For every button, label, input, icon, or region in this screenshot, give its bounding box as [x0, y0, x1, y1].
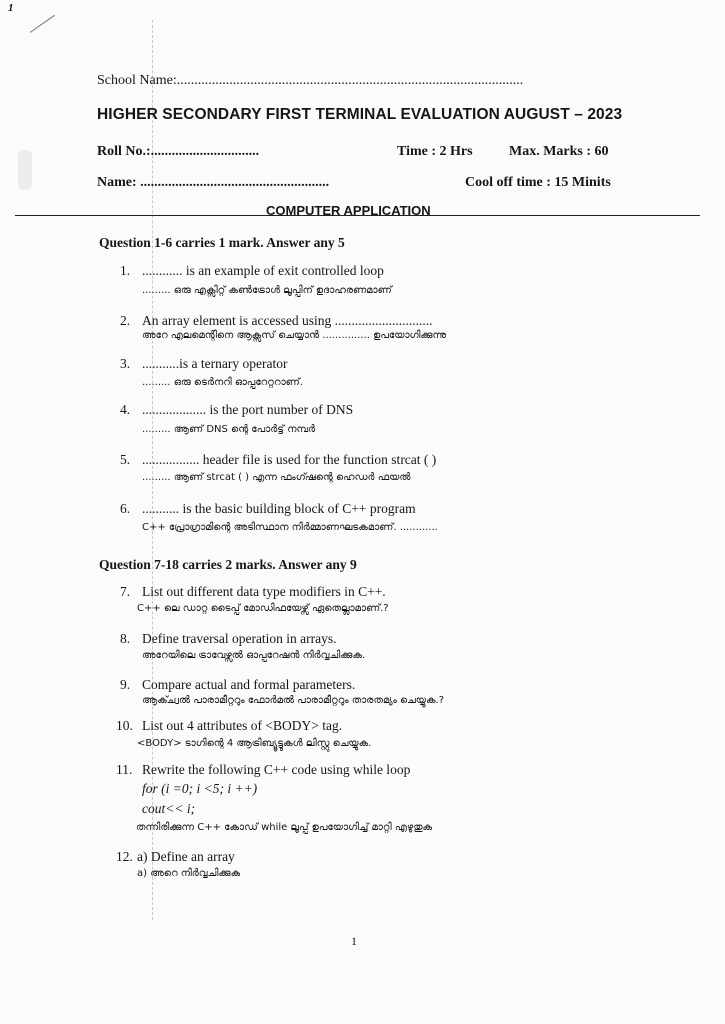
question-12-text: a) Define an array [137, 849, 235, 864]
roll-number-line: Roll No.:............................... [97, 144, 260, 159]
code-line-1: for (i =0; i <5; i ++) [142, 781, 258, 796]
question-6-text: ........... is the basic building block of C++ program [142, 501, 416, 516]
question-number: 9. [120, 677, 131, 692]
section2-heading: Question 7-18 carries 2 marks. Answer any 9 [99, 557, 357, 572]
question-11-malayalam: തന്നിരിക്കുന്ന C++ കോഡ് while ലൂപ്പ് ഉപയോഗിച്ച് മാറ്റി എഴുതുക [136, 822, 433, 833]
section1-heading: Question 1-6 carries 1 mark. Answer any 5 [99, 235, 345, 250]
question-10-text: List out 4 attributes of <BODY> tag. [142, 718, 343, 733]
question-12-malayalam: a) അറെ നിർവ്വചിക്കുക [137, 868, 241, 879]
subject-title: COMPUTER APPLICATION [266, 203, 431, 218]
question-7-malayalam: C++ ലെ ഡാറ്റ ടൈപ്പ് മോഡിഫയേഴ്സ് ഏതെല്ലാമാണ്.? [137, 603, 389, 614]
question-number: 3. [120, 356, 131, 371]
page-number: 1 [351, 934, 357, 948]
question-number: 8. [120, 631, 131, 646]
question-1-malayalam: ......... ഒരു എക്സിറ്റ് കൺട്രോൾ ലൂപ്പിന് ഉദാഹരണമാണ് [142, 285, 392, 296]
question-number: 11. [116, 762, 133, 777]
question-1-text: ............ is an example of exit controlled loop [142, 263, 384, 278]
question-5-text: ................. header file is used for the function strcat ( ) [142, 452, 437, 467]
question-3-malayalam: ......... ഒരു ടെർനറി ഓപ്പറേറ്ററാണ്. [142, 377, 303, 388]
question-number: 4. [120, 402, 131, 417]
name-line: Name: ...................................................... [97, 175, 330, 190]
question-7-text: List out different data type modifiers in C++. [142, 584, 386, 599]
time-label: Time : 2 Hrs [397, 144, 473, 159]
pen-mark [30, 15, 55, 33]
school-name-line: School Name:................................................................................................... [97, 73, 524, 88]
question-4-malayalam: ......... ആണ് DNS ന്റെ പോർട്ട് നമ്പർ [142, 424, 316, 435]
question-9-malayalam: ആക്ച്വൽ പാരാമീറ്ററും ഫോർമൽ പാരാമീറ്ററും താരതമ്യം ചെയ്യുക.? [142, 695, 444, 706]
question-number: 1. [120, 263, 131, 278]
question-10-malayalam: <BODY> ടാഗിന്റെ 4 ആട്രിബ്യൂട്ടുകൾ ലിസ്റ്റു ചെയ്യുക. [137, 738, 372, 749]
question-3-text: ...........is a ternary operator [142, 356, 288, 371]
question-5-malayalam: ......... ആണ് strcat ( ) എന്ന ഫംഗ്ഷന്റെ ഹെഡർ ഫയൽ [142, 472, 411, 483]
question-2-text: An array element is accessed using ............................. [142, 313, 433, 328]
question-9-text: Compare actual and formal parameters. [142, 677, 356, 692]
question-number: 7. [120, 584, 131, 599]
question-11-text: Rewrite the following C++ code using while loop [142, 762, 411, 777]
margin-mark: 1 [8, 2, 14, 14]
question-number: 2. [120, 313, 131, 328]
question-4-text: ................... is the port number of DNS [142, 402, 354, 417]
question-2-malayalam: അറേ എലമെന്റിനെ ആക്സസ് ചെയ്യാൻ ............... ഉപയോഗിക്കുന്നു [142, 330, 447, 341]
question-8-malayalam: അറേയിലെ ട്രാവേഴ്സൽ ഓപ്പറേഷൻ നിർവ്വചിക്കുക. [142, 650, 366, 661]
max-marks-label: Max. Marks : 60 [509, 144, 609, 159]
scan-smudge [18, 150, 32, 190]
question-number: 6. [120, 501, 131, 516]
cool-off-label: Cool off time : 15 Minits [465, 175, 611, 190]
question-number: 10. [116, 718, 133, 733]
question-6-malayalam: C++ പ്രോഗ്രാമിന്റെ അടിസ്ഥാന നിർമ്മാണഘടകമാണ്. ............ [142, 522, 438, 533]
question-number: 12. [116, 849, 133, 864]
exam-title: HIGHER SECONDARY FIRST TERMINAL EVALUATION AUGUST – 2023 [97, 106, 623, 123]
question-number: 5. [120, 452, 131, 467]
code-line-2: cout<< i; [142, 801, 196, 816]
question-8-text: Define traversal operation in arrays. [142, 631, 337, 646]
